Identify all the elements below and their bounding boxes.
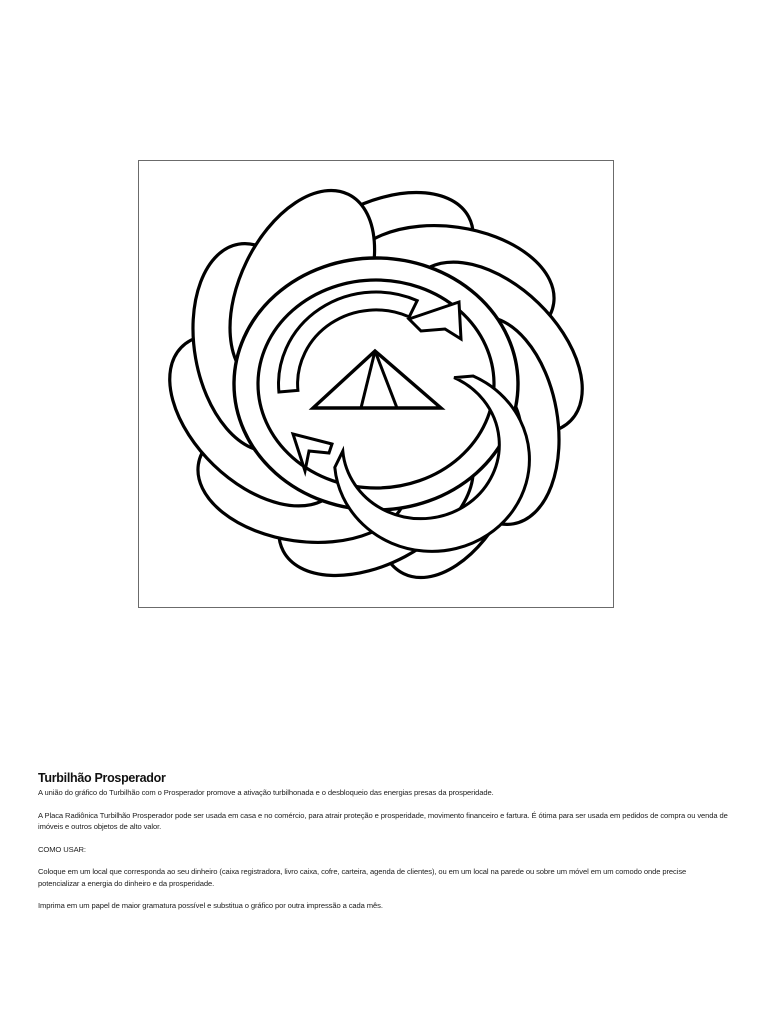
turbilhao-prosperador-graphic xyxy=(139,161,613,607)
printing-paragraph: Imprima em um papel de maior gramatura possível e substitua o gráfico por outra impressão a cada mês. xyxy=(38,901,383,910)
usage-paragraph: A Placa Radiônica Turbilhão Prosperador pode ser usada em casa e no comércio, para atrair proteção e prosperidade, movimento financeiro e fartura. É ótima para ser usada em pedidos de compra ou venda de imóveis e outros objetos de alto valor. xyxy=(38,810,728,831)
intro-paragraph: A união do gráfico do Turbilhão com o Prosperador promove a ativação turbilhonada e o desbloqueio das energias presas da prosperidade. xyxy=(38,788,494,797)
how-to-use-heading: COMO USAR: xyxy=(38,844,86,854)
radionic-graphic-frame xyxy=(138,160,614,608)
document-title: Turbilhão Prosperador xyxy=(38,771,166,785)
description-block xyxy=(38,771,728,912)
placement-paragraph: Coloque em um local que corresponda ao seu dinheiro (caixa registradora, livro caixa, cofre, carteira, agenda de clientes), ou em um local na parede ou sobre um móvel em um comodo onde precise potencializar a energia do dinheiro e da prosperidade. xyxy=(38,867,687,888)
